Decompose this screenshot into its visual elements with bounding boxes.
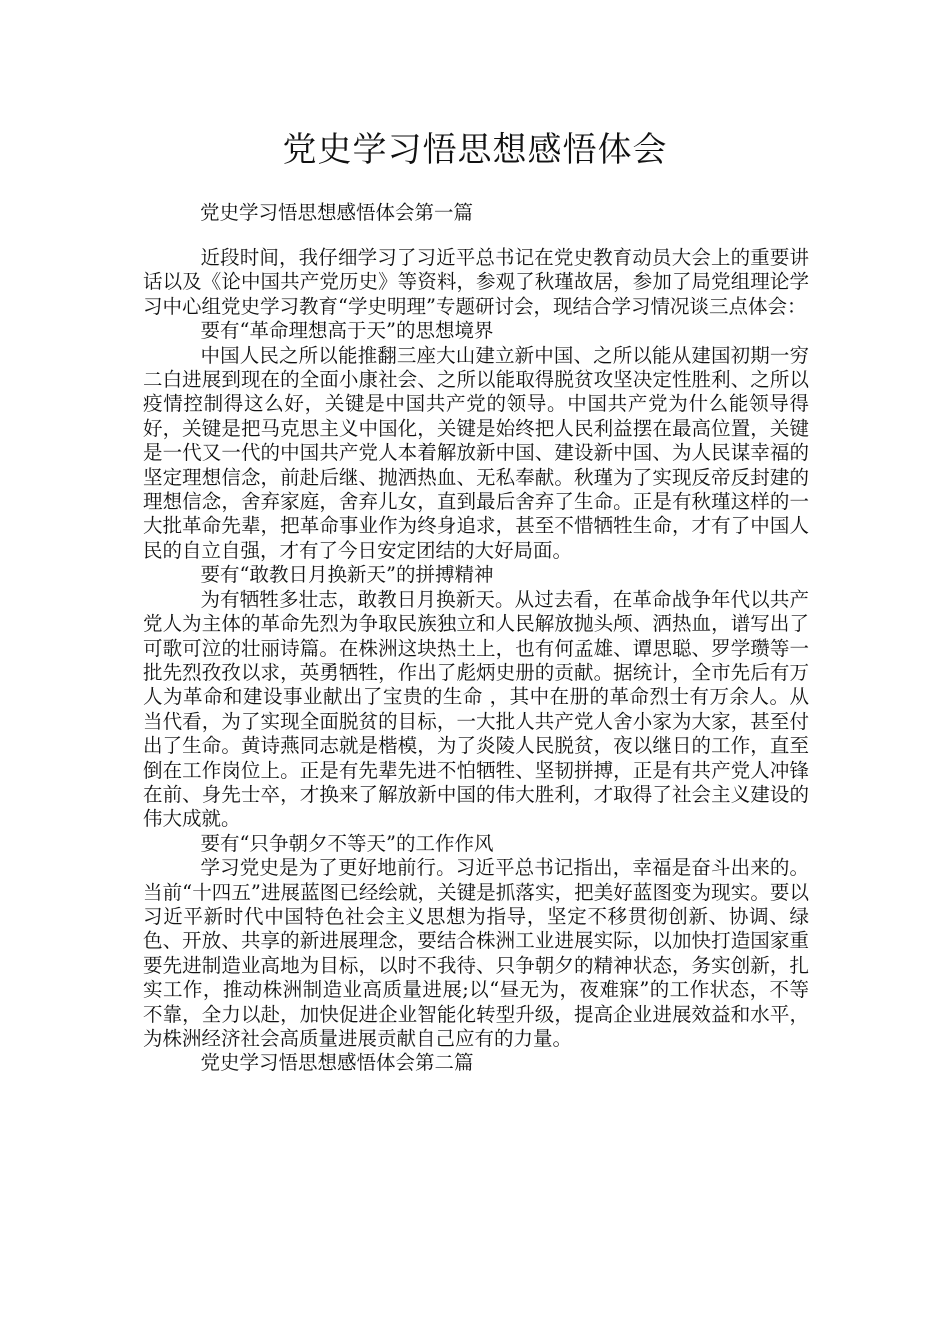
section-heading-second: 党史学习悟思想感悟体会第二篇 <box>200 1051 474 1075</box>
paragraph-point-3: 学习党史是为了更好地前行。习近平总书记指出，幸福是奋斗出来的。当前“十四五”进展蓝图已经绘就，关键是抓落实，把美好蓝图变为现实。要以习近平新时代中国特色社会主义思想为指导，坚定不移贯彻创新、协调、绿色、开放、共享的新进展理念，要结合株洲工业进展实际，以加快打造国家重要先进制造业高地为目标，以时不我待、只争朝夕的精神状态，务实创新，扎实工作，推动株洲制造业高质量进展;以“昼无为，夜难寐”的工作状态，不等不靠，全力以赴，加快促进企业智能化转型升级，提高企业进展效益和水平，为株洲经济社会高质量进展贡献自己应有的力量。 <box>143 856 809 1050</box>
paragraph-point-2: 为有牺牲多壮志，敢教日月换新天。从过去看，在革命战争年代以共产党人为主体的革命先烈为争取民族独立和人民解放抛头颅、洒热血，谱写出了可歌可泣的壮丽诗篇。在株洲这块热土上，也有何孟雄、谭思聪、罗学瓒等一批先烈孜孜以求，英勇牺牲，作出了彪炳史册的贡献。据统计，全市先后有万人为革命和建设事业献出了宝贵的生命 ，其中在册的革命烈士有万余人。从当代看，为了实现全面脱贫的目标，一大批人共产党人舍小家为大家，甚至付出了生命。黄诗燕同志就是楷模，为了炎陵人民脱贫，夜以继日的工作，直至倒在工作岗位上。正是有先辈先进不怕牺牲、坚韧拼搏，正是有共产党人冲锋在前、身先士卒，才换来了解放新中国的伟大胜利，才取得了社会主义建设的伟大成就。 <box>143 587 809 831</box>
section-heading-first: 党史学习悟思想感悟体会第一篇 <box>200 201 474 224</box>
document-body <box>143 246 809 1076</box>
document-title: 党史学习悟思想感悟体会 <box>282 130 668 170</box>
paragraph-point-1: 中国人民之所以能推翻三座大山建立新中国、之所以能从建国初期一穷二白进展到现在的全面小康社会、之所以能取得脱贫攻坚决定性胜利、之所以疫情控制得这么好，关键是中国共产党的领导。中国共产党为什么能领导得好，关键是把马克思主义中国化，关键是始终把人民利益摆在最高位置，关键是一代又一代的中国共产党人本着解放新中国、建设新中国、为人民谋幸福的坚定理想信念，前赴后继、抛洒热血、无私奉献。秋瑾为了实现反帝反封建的理想信念，舍弃家庭，舍弃儿女，直到最后舍弃了生命。正是有秋瑾这样的一大批革命先辈，把革命事业作为终身追求，甚至不惜牺牲生命，才有了中国人民的自立自强，才有了今日安定团结的大好局面。 <box>143 343 809 562</box>
point-heading-2: 要有“敢教日月换新天”的拼搏精神 <box>200 563 494 587</box>
paragraph-intro: 近段时间，我仔细学习了习近平总书记在党史教育动员大会上的重要讲话以及《论中国共产党历史》等资料，参观了秋瑾故居，参加了局党组理论学习中心组党史学习教育“学史明理”专题研讨会，现结合学习情况谈三点体会： <box>143 246 809 318</box>
point-heading-1: 要有“革命理想高于天”的思想境界 <box>200 319 494 343</box>
point-heading-3: 要有“只争朝夕不等天”的工作作风 <box>200 831 494 855</box>
